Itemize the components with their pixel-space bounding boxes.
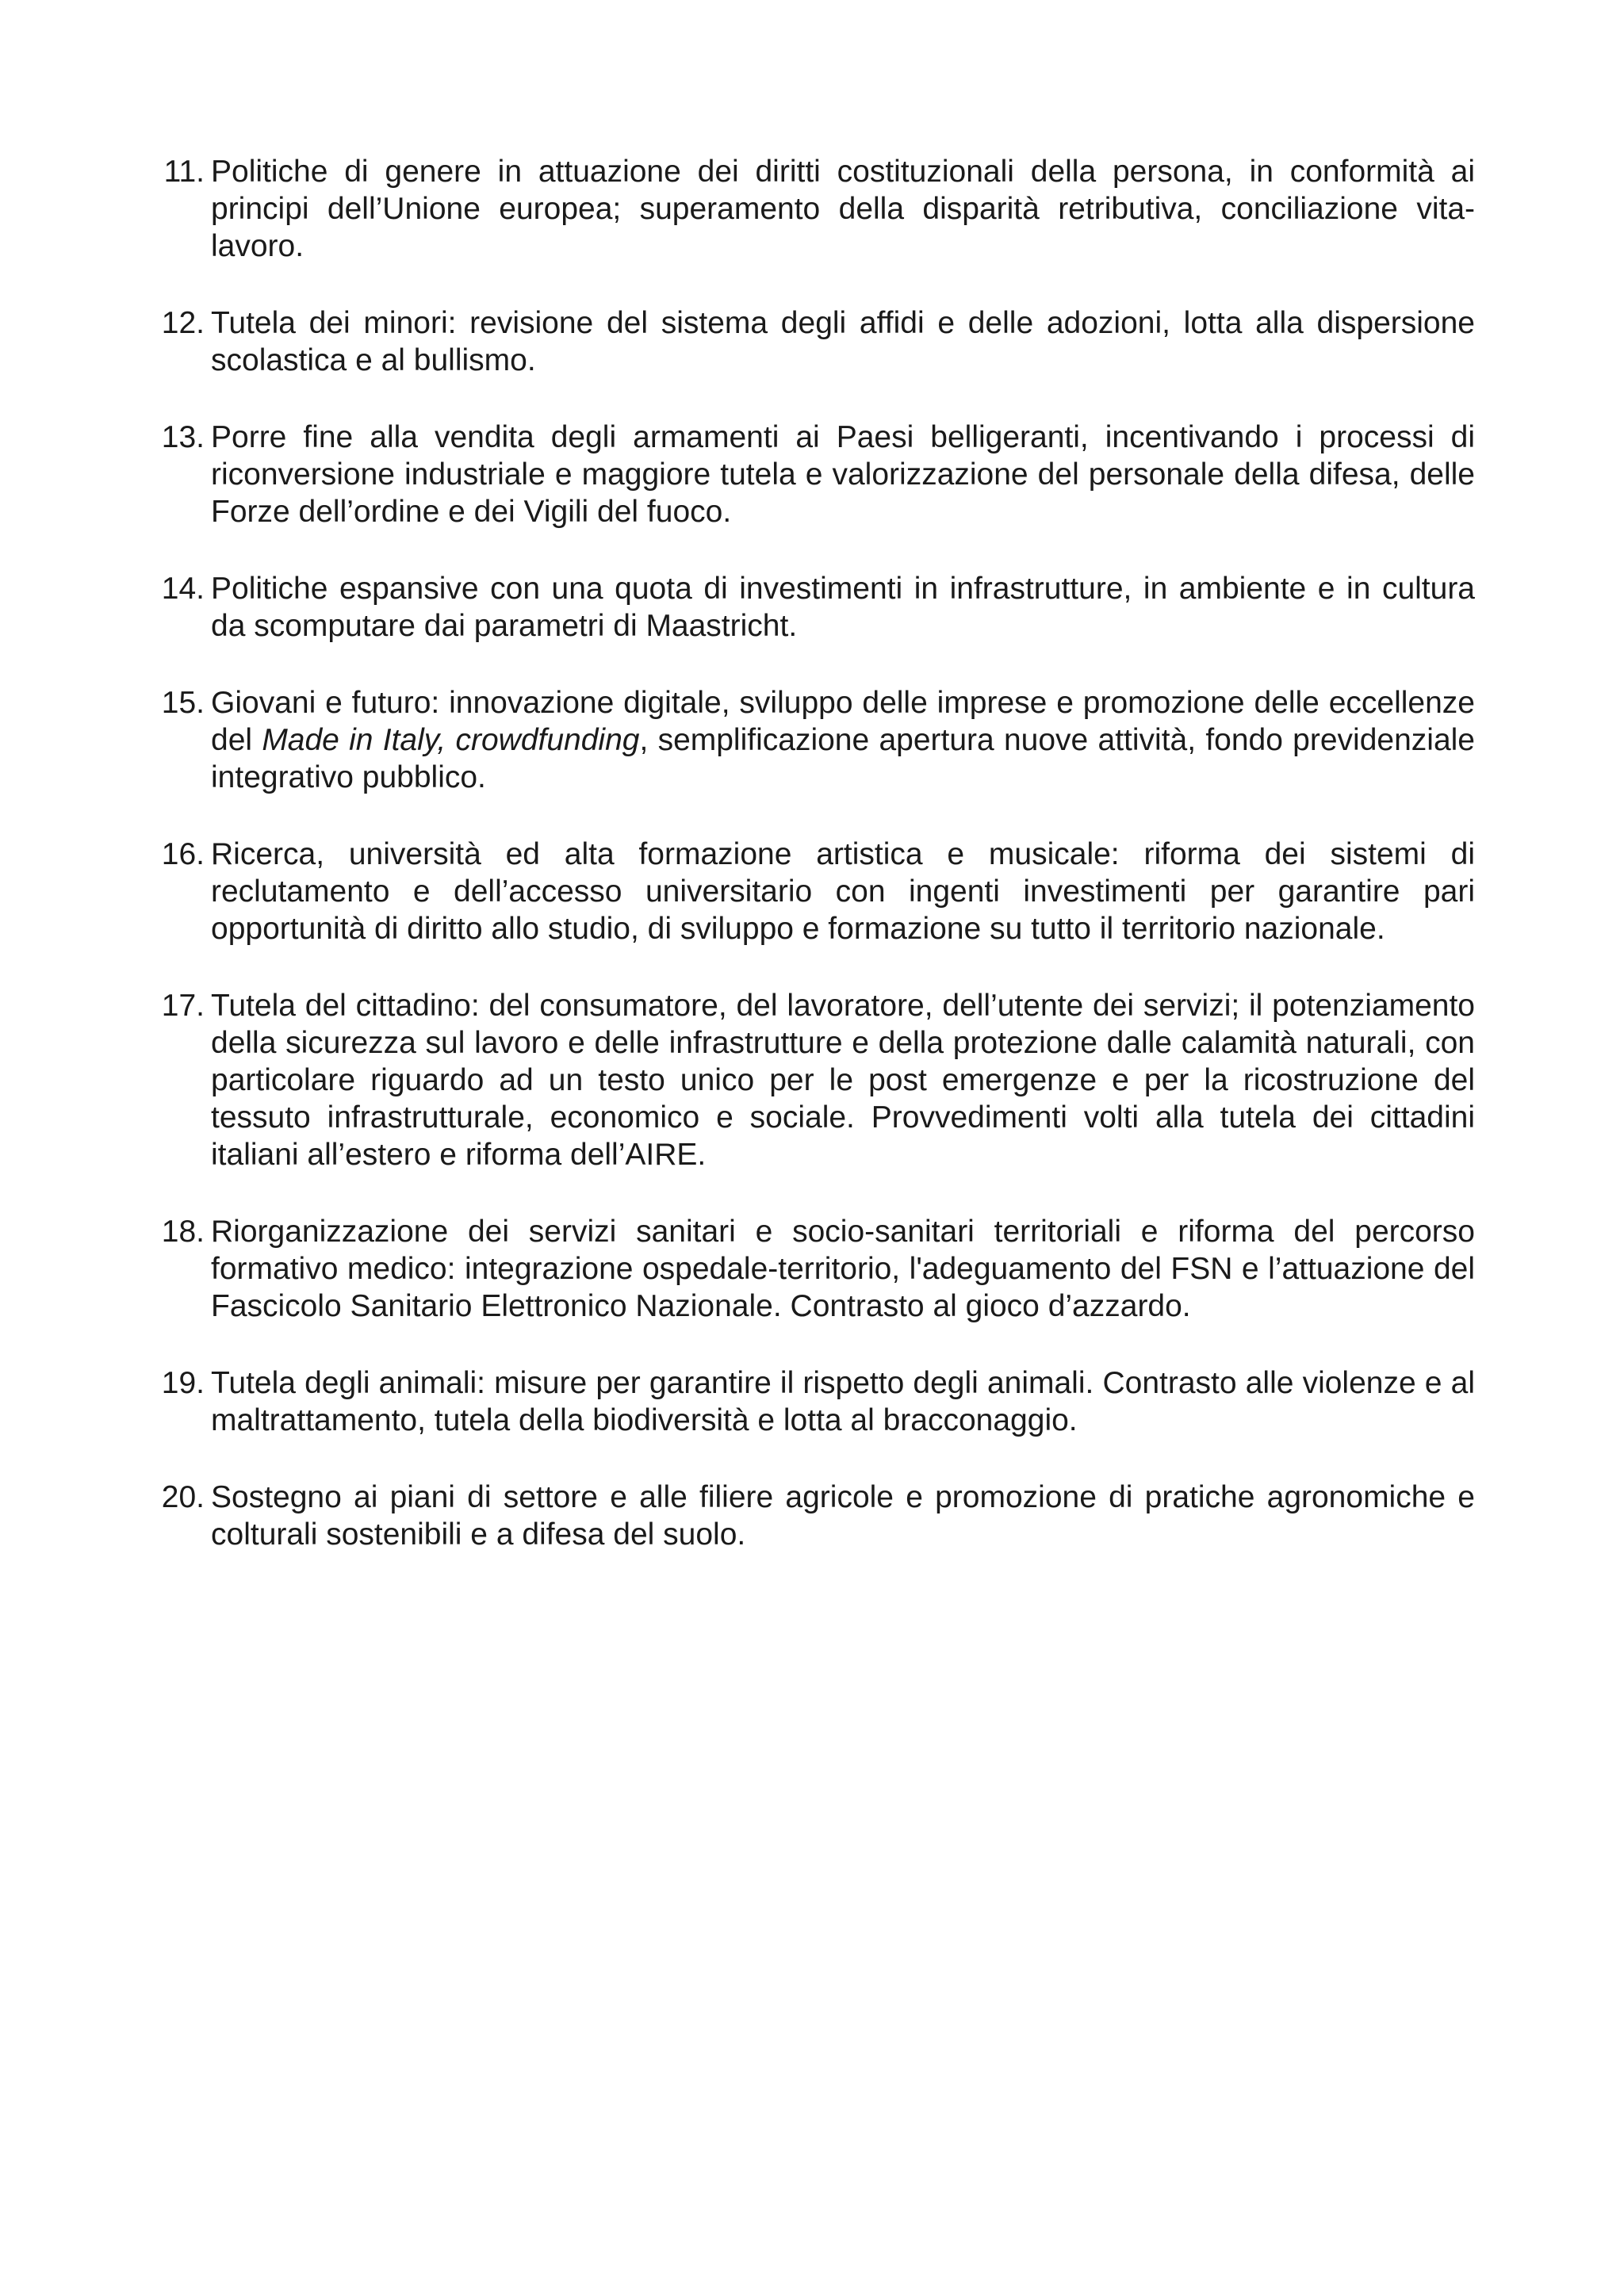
item-text: Porre fine alla vendita degli armamenti ai Paesi belligeranti, incentivando i processi di riconversione industriale e maggiore tutela e valorizzazione del personale della difesa, delle Forze dell’ordine e dei Vigili del fuoco. bbox=[211, 420, 1475, 529]
numbered-list bbox=[151, 153, 1475, 1593]
list-item bbox=[151, 1213, 1475, 1325]
item-text: Ricerca, università ed alta formazione artistica e musicale: riforma dei sistemi di reclutamento e dell’accesso universitario con ingenti investimenti per garantire pari opportunità di diritto allo studio, di sviluppo e formazione su tutto il territorio nazionale. bbox=[211, 837, 1475, 946]
item-number: 12. bbox=[161, 306, 205, 340]
item-text: Sostegno ai piani di settore e alle filiere agricole e promozione di pratiche agronomiche e colturali sostenibili e a difesa del suolo. bbox=[211, 1480, 1475, 1552]
item-text bbox=[205, 684, 1475, 796]
item-number: 11. bbox=[163, 155, 205, 189]
item-number: 16. bbox=[161, 837, 205, 871]
item-text: Tutela degli animali: misure per garantire il rispetto degli animali. Contrasto alle violenze e al maltrattamento, tutela della biodiversità e lotta al bracconaggio. bbox=[211, 1366, 1475, 1437]
list-item bbox=[151, 1364, 1475, 1439]
list-item bbox=[151, 153, 1475, 265]
list-item bbox=[151, 987, 1475, 1173]
list-item bbox=[151, 570, 1475, 645]
item-number: 15. bbox=[161, 686, 205, 720]
item-number: 18. bbox=[161, 1215, 205, 1249]
item-text: Politiche di genere in attuazione dei diritti costituzionali della persona, in conformità ai principi dell’Unione europea; superamento della disparità retributiva, conciliazione vita-lavoro. bbox=[211, 155, 1475, 263]
item-number: 17. bbox=[161, 989, 205, 1023]
item-text: Riorganizzazione dei servizi sanitari e socio-sanitari territoriali e riforma del percorso formativo medico: integrazione ospedale-territorio, l'adeguamento del FSN e l’attuazione del Fascicolo Sanitario Elettronico Nazionale. Contrasto al gioco d’azzardo. bbox=[211, 1215, 1475, 1323]
list-item bbox=[151, 1479, 1475, 1553]
item-text: Politiche espansive con una quota di investimenti in infrastrutture, in ambiente e in cultura da scomputare dai parametri di Maastricht. bbox=[211, 572, 1475, 643]
list-item bbox=[151, 836, 1475, 947]
item-number: 14. bbox=[161, 572, 205, 606]
item-number: 20. bbox=[161, 1480, 205, 1514]
list-item bbox=[151, 684, 1475, 796]
item-number: 13. bbox=[161, 420, 205, 454]
item-text-part: Giovani e futuro: innovazione digitale, sviluppo delle imprese e promozione delle eccellenze del bbox=[211, 686, 1475, 757]
list-item bbox=[151, 304, 1475, 379]
item-text-italic: Made in Italy, crowdfunding bbox=[262, 723, 640, 757]
item-number: 19. bbox=[161, 1366, 205, 1400]
item-text-part: , semplificazione apertura nuove attività, fondo previdenziale integrativo pubblico. bbox=[211, 723, 1475, 794]
list-item bbox=[151, 419, 1475, 530]
item-text: Tutela dei minori: revisione del sistema degli affidi e delle adozioni, lotta alla dispersione scolastica e al bullismo. bbox=[211, 306, 1475, 377]
item-text: Tutela del cittadino: del consumatore, del lavoratore, dell’utente dei servizi; il potenziamento della sicurezza sul lavoro e delle infrastrutture e della protezione dalle calamità naturali, con particolare riguardo ad un testo unico per le post emergenze e per la ricostruzione del tessuto infrastrutturale, economico e sociale. Provvedimenti volti alla tutela dei cittadini italiani all’estero e riforma dell’AIRE. bbox=[211, 989, 1475, 1172]
